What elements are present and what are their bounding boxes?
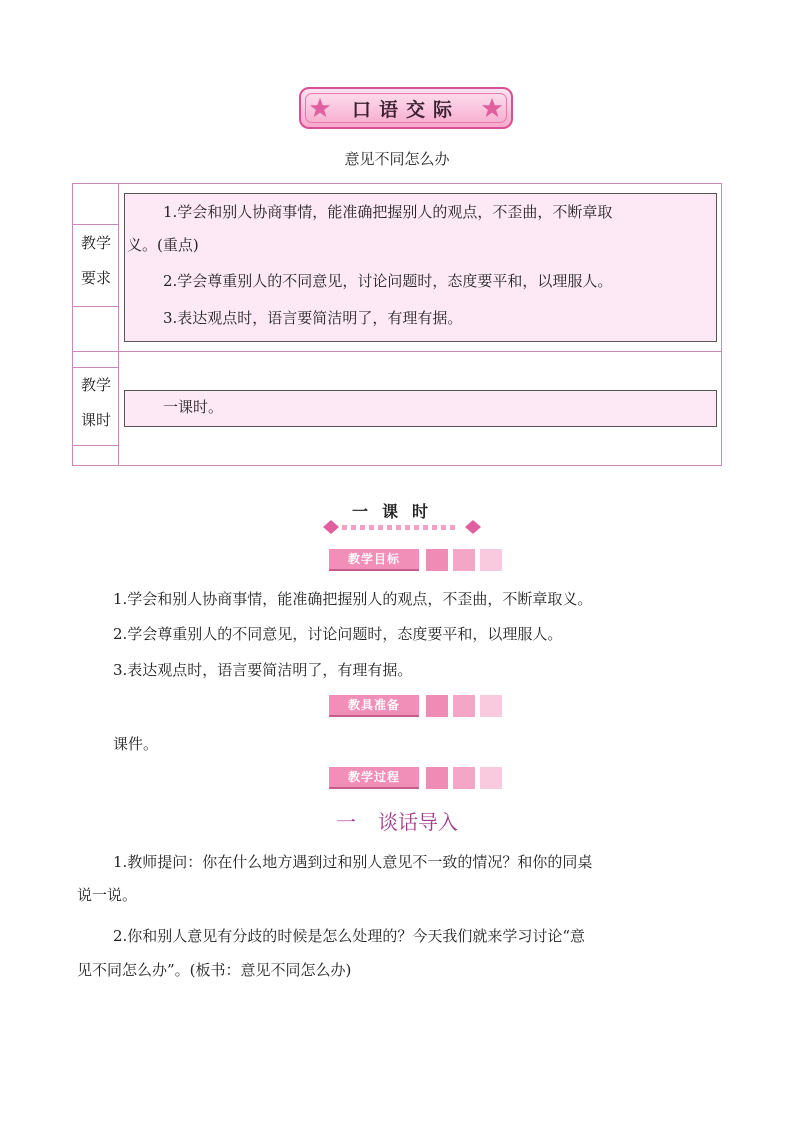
periods-text: 一课时。 [163,398,224,416]
section-heading-text: 谈话导入 [378,810,458,834]
row-label-requirements [73,226,119,296]
periods-box [124,390,717,427]
process-paragraph-line: 1.教师提问：你在什么地方遇到过和别人意见不一致的情况？和你的同桌 [113,853,593,871]
goal-item: 3.表达观点时，语言要简洁明了，有理有据。 [113,661,413,679]
prep-text: 课件。 [113,735,159,753]
banner-title: 口语交际 [351,98,460,121]
goal-item: 2.学会尊重别人的不同意见，讨论问题时，态度要平和，以理服人。 [113,625,563,643]
requirement-line: 3.表达观点时，语言要简洁明了，有理有据。 [163,309,463,327]
row-label-line: 教学 [80,234,111,252]
row-label-line: 要求 [80,269,111,287]
table-border-right [721,183,722,466]
table-row-divider [72,351,722,352]
tag-square [453,767,475,789]
row-label-line: 课时 [80,411,111,429]
process-tag: 教学过程 [329,767,419,789]
process-paragraph-line: 见不同怎么办”。(板书：意见不同怎么办) [77,961,352,979]
tag-square [480,767,502,789]
star-icon [309,97,331,119]
requirements-box [124,193,717,342]
table-border-bottom [72,465,722,466]
tag-square [426,549,448,571]
prep-tag: 教具准备 [329,695,419,717]
tag-square [426,767,448,789]
label-grid-line [72,224,118,225]
lesson-title: 一课时 [351,502,442,521]
goals-tag: 教学目标 [329,549,419,571]
section-heading [0,806,794,835]
label-grid-line [72,445,118,446]
lesson-title-decoration [322,518,482,536]
title-banner [299,87,513,129]
process-paragraph-line: 2.你和别人意见有分歧的时候是怎么处理的？今天我们就来学习讨论“意 [113,927,585,945]
tag-square [453,549,475,571]
table-border-top [72,183,722,184]
tag-square [426,695,448,717]
page-subtitle: 意见不同怎么办 [344,150,450,168]
row-label-periods [73,368,119,438]
label-grid-line [72,306,118,307]
tag-square [480,695,502,717]
requirement-line: 义。(重点) [127,236,199,254]
process-paragraph-line: 说一说。 [77,886,138,904]
requirement-line: 1.学会和别人协商事情，能准确把握别人的观点，不歪曲，不断章取 [163,203,613,221]
row-label-line: 教学 [80,376,111,394]
goal-item: 1.学会和别人协商事情，能准确把握别人的观点，不歪曲，不断章取义。 [113,590,593,608]
tag-square [480,549,502,571]
section-number: 一 [336,810,356,834]
tag-square [453,695,475,717]
star-icon [481,97,503,119]
requirement-line: 2.学会尊重别人的不同意见，讨论问题时，态度要平和，以理服人。 [163,272,613,290]
